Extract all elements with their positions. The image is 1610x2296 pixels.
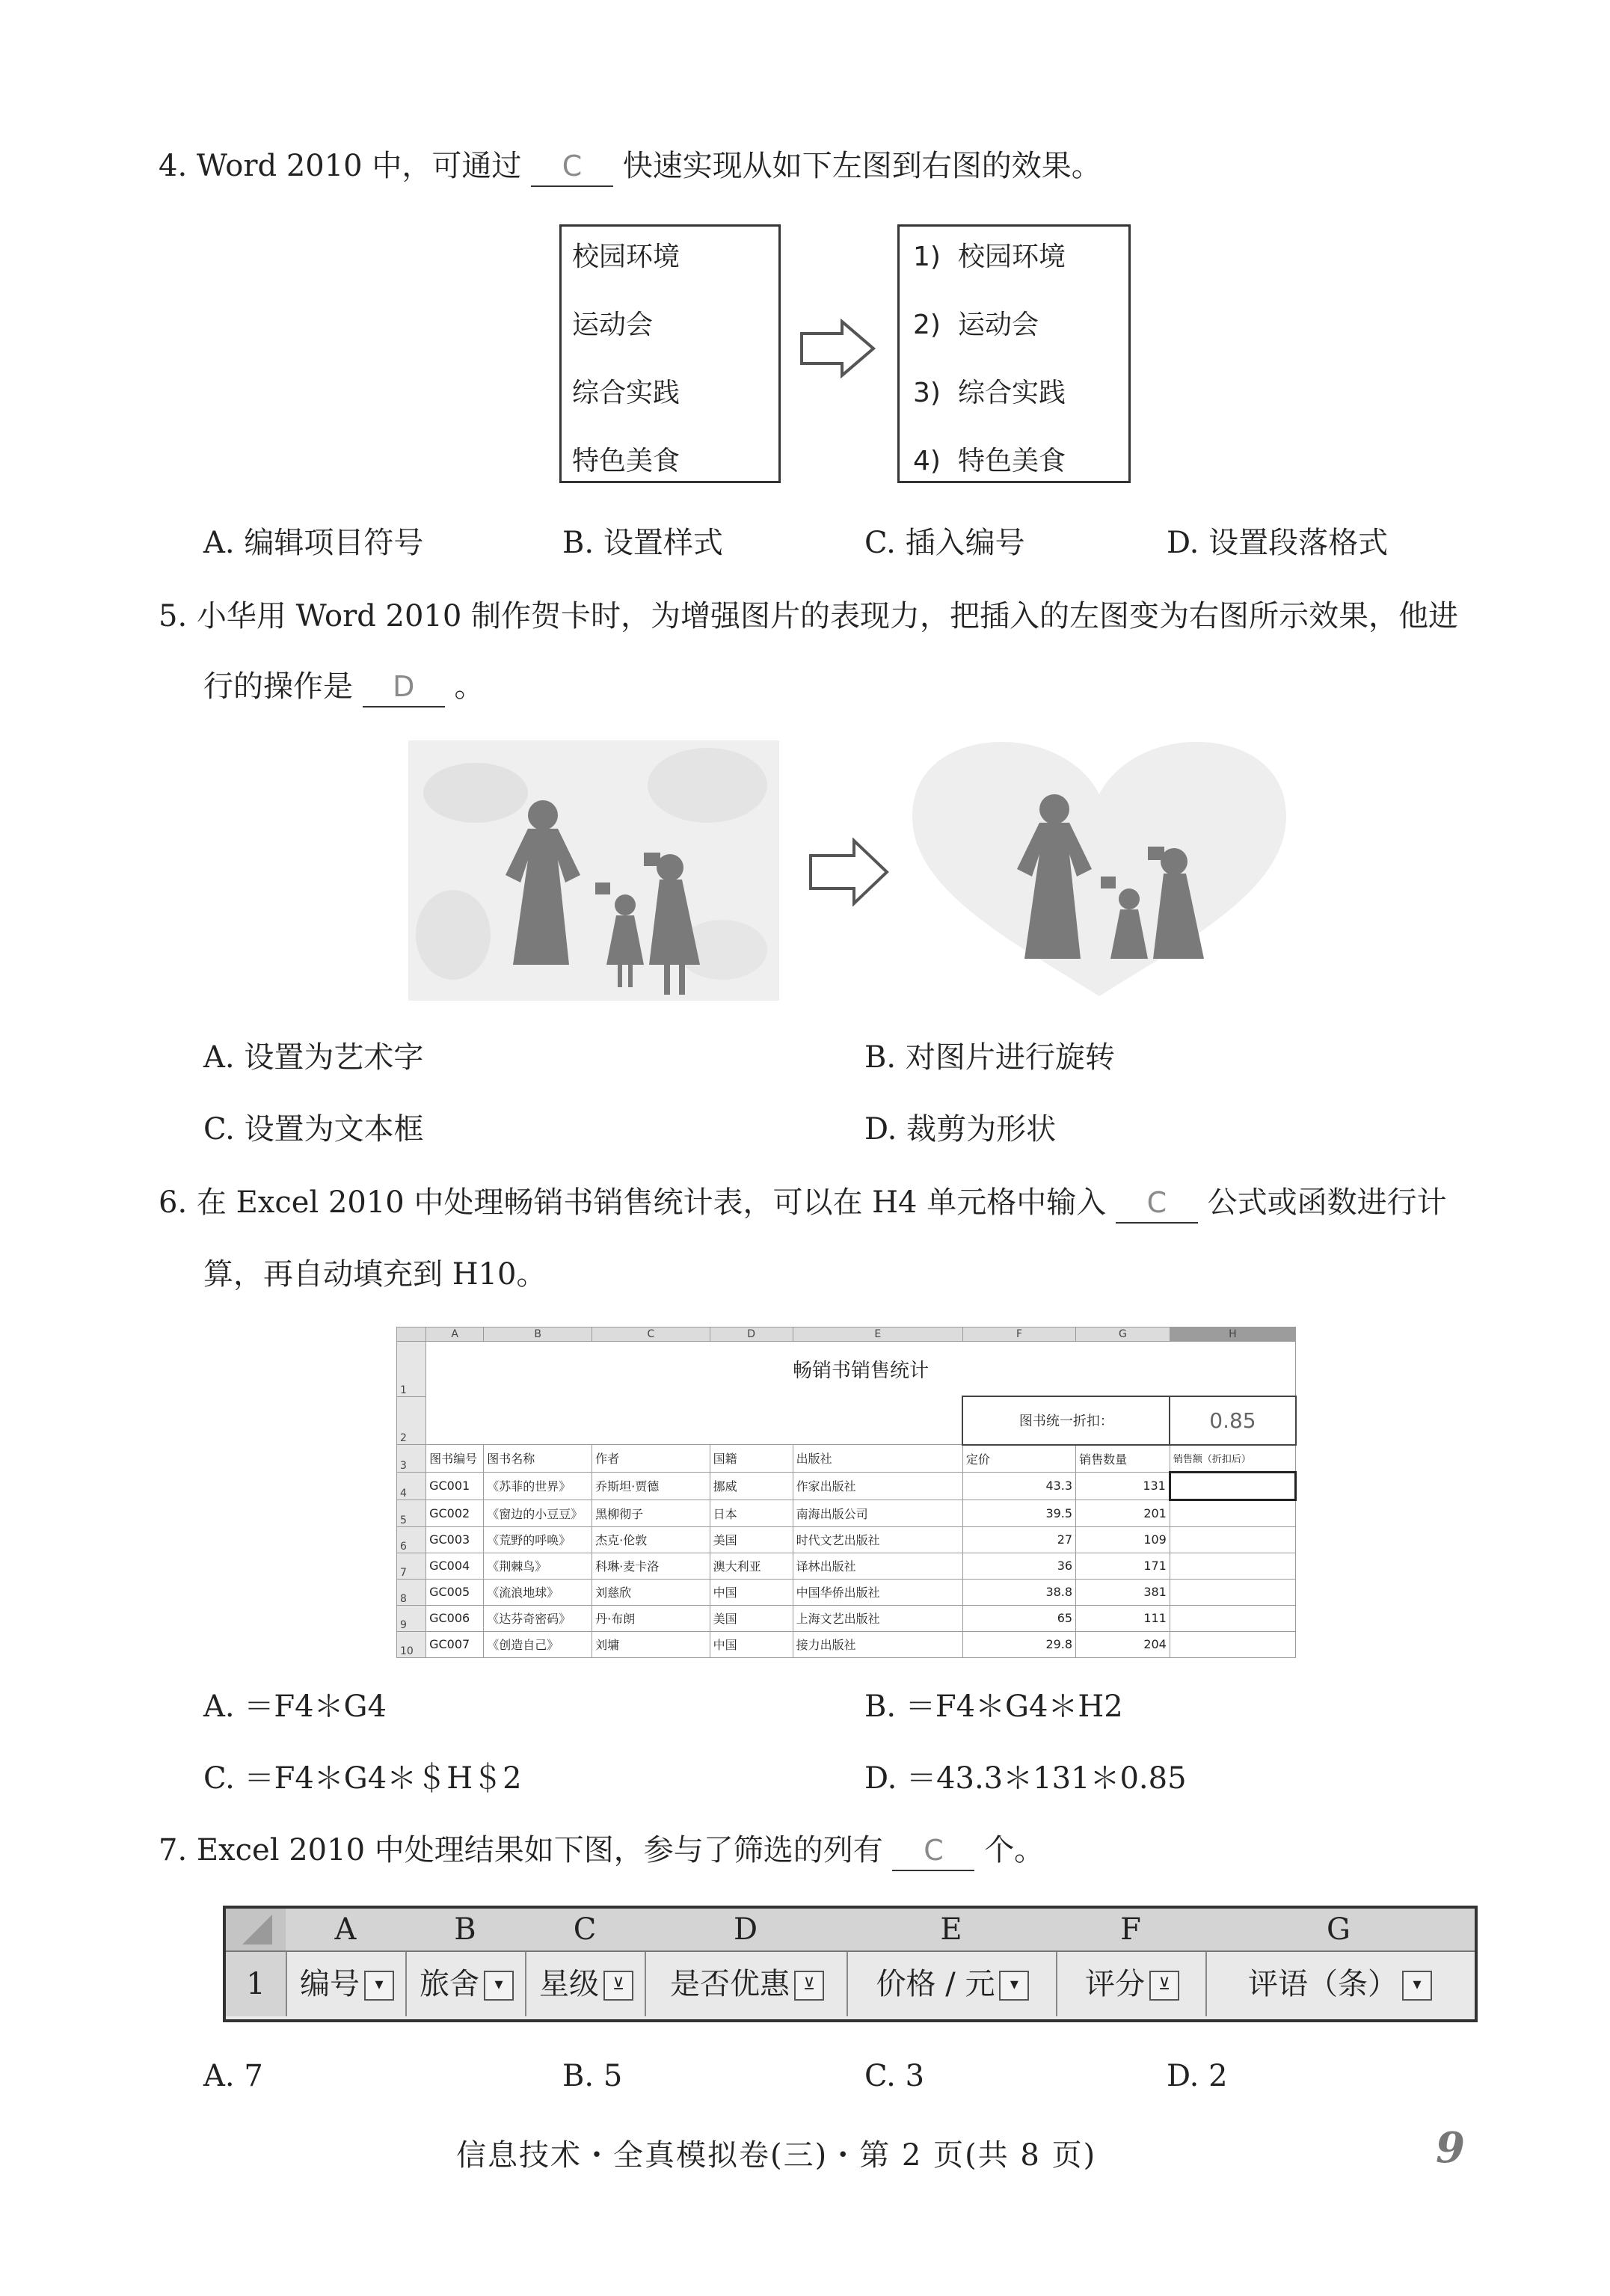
q6-stem-line1 xyxy=(159,1183,1447,1224)
q4-number: 4. xyxy=(159,149,188,183)
q4-option-c: C. 插入编号 xyxy=(864,526,1025,560)
q7-filter-cell xyxy=(1056,1952,1207,2016)
corner-cell xyxy=(397,1327,426,1342)
table-row xyxy=(397,1472,1296,1500)
page-number: 9 xyxy=(1436,2123,1465,2173)
cell xyxy=(1170,1526,1295,1553)
q7-filter-dropdown-icon[interactable]: ▾ xyxy=(999,1971,1029,2001)
cell: 《达芬奇密码》 xyxy=(484,1605,592,1631)
row-number: 5 xyxy=(397,1500,426,1526)
q6-line1-after: 公式或函数进行计 xyxy=(1207,1185,1447,1220)
cell: GC007 xyxy=(426,1631,484,1657)
cell: 日本 xyxy=(710,1500,793,1526)
q5-arrow-icon xyxy=(808,838,891,906)
q5-option-d: D. 裁剪为形状 xyxy=(864,1112,1057,1147)
cell: 杰克·伦敦 xyxy=(592,1526,710,1553)
q6-number: 6. xyxy=(159,1185,188,1220)
q4-left-box xyxy=(559,224,781,483)
q7-header-label: 编号 xyxy=(300,1967,360,2001)
cell: 中国 xyxy=(710,1631,793,1657)
q7-filter-active-icon[interactable]: ⊻ xyxy=(1149,1971,1179,2001)
q7-option-a: A. 7 xyxy=(203,2059,263,2093)
q4-left-item: 运动会 xyxy=(572,310,654,340)
cell: 109 xyxy=(1076,1526,1170,1553)
q7-col-letter: E xyxy=(940,1912,962,1947)
cell: 上海文艺出版社 xyxy=(793,1605,962,1631)
cell: 时代文艺出版社 xyxy=(793,1526,962,1553)
cell xyxy=(1170,1553,1295,1579)
cell: 刘墉 xyxy=(592,1631,710,1657)
cell: 《荆棘鸟》 xyxy=(484,1553,592,1579)
q6-option-b: B. ＝F4＊G4＊H2 xyxy=(864,1689,1123,1724)
cell: 29.8 xyxy=(962,1631,1075,1657)
q6-answer: C xyxy=(1116,1183,1198,1224)
q5-stem-line1 xyxy=(159,597,1458,636)
col-header: B xyxy=(484,1327,592,1342)
q7-filter-sheet xyxy=(223,1906,1478,2022)
col-header: F xyxy=(962,1327,1075,1342)
q7-filter-cell xyxy=(525,1952,646,2016)
cell xyxy=(1170,1631,1295,1657)
header-cell: 图书名称 xyxy=(484,1445,592,1473)
q5-line2-before: 行的操作是 xyxy=(203,669,353,704)
table-row xyxy=(397,1553,1296,1579)
cell xyxy=(1170,1579,1295,1605)
q4-left-item: 特色美食 xyxy=(572,446,680,476)
q6-option-d: D. ＝43.3＊131＊0.85 xyxy=(864,1761,1187,1796)
selected-cell-h4[interactable] xyxy=(1170,1472,1295,1500)
cell: 38.8 xyxy=(962,1579,1075,1605)
table-row xyxy=(397,1605,1296,1631)
col-header: D xyxy=(710,1327,793,1342)
cell: GC001 xyxy=(426,1472,484,1500)
header-cell: 销售额（折扣后） xyxy=(1170,1445,1295,1473)
discount-value: 0.85 xyxy=(1170,1396,1295,1445)
cell: GC002 xyxy=(426,1500,484,1526)
q7-col-letter: C xyxy=(573,1912,597,1947)
q7-filter-cell xyxy=(645,1952,848,2016)
q7-filter-cell xyxy=(1205,1952,1473,2016)
row-number: 1 xyxy=(397,1342,426,1397)
q5-option-b: B. 对图片进行旋转 xyxy=(864,1040,1115,1075)
q5-left-picture xyxy=(408,740,779,1001)
cell: 27 xyxy=(962,1526,1075,1553)
q7-filter-active-icon[interactable]: ⊻ xyxy=(794,1971,824,2001)
q6-spreadsheet xyxy=(396,1327,1297,1658)
q7-filter-cell xyxy=(847,1952,1057,2016)
cell: 作家出版社 xyxy=(793,1472,962,1500)
q6-option-c: C. ＝F4＊G4＊＄H＄2 xyxy=(203,1761,522,1796)
row-number: 4 xyxy=(397,1472,426,1500)
q7-header-label: 评语（条） xyxy=(1248,1967,1398,2001)
row-number: 7 xyxy=(397,1553,426,1579)
cell: 澳大利亚 xyxy=(710,1553,793,1579)
q7-filter-dropdown-icon[interactable]: ▾ xyxy=(484,1971,514,2001)
cell: 《窗边的小豆豆》 xyxy=(484,1500,592,1526)
q7-header-label: 是否优惠 xyxy=(670,1967,790,2001)
discount-label: 图书统一折扣： xyxy=(962,1396,1170,1445)
cell: 204 xyxy=(1076,1631,1170,1657)
q7-text-after: 个。 xyxy=(984,1833,1045,1867)
q7-answer: C xyxy=(892,1831,974,1871)
q5-answer: D xyxy=(363,667,445,707)
q7-header-label: 价格 / 元 xyxy=(876,1967,995,2001)
cell: 36 xyxy=(962,1553,1075,1579)
q7-col-letter: A xyxy=(334,1912,357,1947)
table-row xyxy=(397,1579,1296,1605)
col-header: A xyxy=(426,1327,484,1342)
cell: 美国 xyxy=(710,1605,793,1631)
cell: 《荒野的呼唤》 xyxy=(484,1526,592,1553)
q4-answer: C xyxy=(531,147,613,187)
q7-header-label: 旅舍 xyxy=(420,1967,479,2001)
q6-line1-before: 在 Excel 2010 中处理畅销书销售统计表，可以在 H4 单元格中输入 xyxy=(196,1185,1107,1220)
cell: 201 xyxy=(1076,1500,1170,1526)
q7-option-b: B. 5 xyxy=(562,2059,623,2093)
q7-col-letter: G xyxy=(1327,1912,1351,1947)
cell: 111 xyxy=(1076,1605,1170,1631)
cell: 南海出版公司 xyxy=(793,1500,962,1526)
cell: 39.5 xyxy=(962,1500,1075,1526)
cell: 171 xyxy=(1076,1553,1170,1579)
col-header: G xyxy=(1076,1327,1170,1342)
q4-left-item: 综合实践 xyxy=(572,378,680,408)
cell: 65 xyxy=(962,1605,1075,1631)
header-cell: 销售数量 xyxy=(1076,1445,1170,1473)
cell: 《苏菲的世界》 xyxy=(484,1472,592,1500)
row-number: 10 xyxy=(397,1631,426,1657)
cell: GC006 xyxy=(426,1605,484,1631)
q5-line2-after: 。 xyxy=(454,669,485,704)
row-number: 6 xyxy=(397,1526,426,1553)
q4-right-item: 4) 特色美食 xyxy=(913,446,1066,476)
q4-left-item: 校园环境 xyxy=(572,242,680,272)
q4-arrow-icon xyxy=(799,319,876,378)
header-cell: 图书编号 xyxy=(426,1445,484,1473)
cell: 译林出版社 xyxy=(793,1553,962,1579)
q5-option-c: C. 设置为文本框 xyxy=(203,1112,424,1147)
q7-column-header-row xyxy=(226,1909,1475,1952)
col-header: E xyxy=(793,1327,962,1342)
table-row xyxy=(397,1631,1296,1657)
q4-right-item: 3) 综合实践 xyxy=(913,378,1066,408)
footer-text: 信息技术・全真模拟卷(三)・第 2 页(共 8 页) xyxy=(456,2138,1097,2173)
cell: 接力出版社 xyxy=(793,1631,962,1657)
table-row xyxy=(397,1526,1296,1553)
q7-stem xyxy=(159,1831,1044,1871)
cell: 丹·布朗 xyxy=(592,1605,710,1631)
sheet-title: 畅销书销售统计 xyxy=(426,1342,1296,1397)
q7-header-label: 星级 xyxy=(539,1967,599,2001)
q7-filter-dropdown-icon[interactable]: ▾ xyxy=(364,1971,394,2001)
q7-filter-cell xyxy=(405,1952,526,2016)
row-number: 3 xyxy=(397,1445,426,1473)
q7-col-letter: B xyxy=(454,1912,476,1947)
q4-option-b: B. 设置样式 xyxy=(562,526,723,560)
row-number: 2 xyxy=(397,1396,426,1445)
cell: 挪威 xyxy=(710,1472,793,1500)
table-row xyxy=(397,1500,1296,1526)
q7-row-number: 1 xyxy=(226,1952,286,2016)
header-cell: 出版社 xyxy=(793,1445,962,1473)
q7-col-letter: F xyxy=(1120,1912,1141,1947)
q5-right-picture xyxy=(905,742,1294,996)
q7-text-before: Excel 2010 中处理结果如下图，参与了筛选的列有 xyxy=(196,1833,883,1867)
cell: 中国 xyxy=(710,1579,793,1605)
cell: 43.3 xyxy=(962,1472,1075,1500)
q7-option-c: C. 3 xyxy=(864,2059,925,2093)
q6-stem-line2: 算，再自动填充到 H10。 xyxy=(203,1257,547,1292)
q7-option-d: D. 2 xyxy=(1167,2059,1228,2093)
cell xyxy=(1170,1500,1295,1526)
cell: 381 xyxy=(1076,1579,1170,1605)
q4-right-item: 2) 运动会 xyxy=(913,310,1039,340)
q5-line1: 小华用 Word 2010 制作贺卡时，为增强图片的表现力，把插入的左图变为右图所示效果，他进 xyxy=(196,599,1459,633)
q6-option-a: A. ＝F4＊G4 xyxy=(203,1689,387,1724)
row-number: 8 xyxy=(397,1579,426,1605)
q7-filter-active-icon[interactable]: ⊻ xyxy=(603,1971,633,2001)
q5-number: 5. xyxy=(159,599,188,633)
row-number: 9 xyxy=(397,1605,426,1631)
cell: 乔斯坦·贾德 xyxy=(592,1472,710,1500)
cell: 《创造自己》 xyxy=(484,1631,592,1657)
cell: 《流浪地球》 xyxy=(484,1579,592,1605)
q4-text-after: 快速实现从如下左图到右图的效果。 xyxy=(622,149,1102,183)
q4-stem xyxy=(159,147,1102,187)
cell: GC003 xyxy=(426,1526,484,1553)
cell: 中国华侨出版社 xyxy=(793,1579,962,1605)
cell: 美国 xyxy=(710,1526,793,1553)
q7-col-letter: D xyxy=(733,1912,758,1947)
cell: 131 xyxy=(1076,1472,1170,1500)
q7-filter-cell xyxy=(286,1952,407,2016)
cell xyxy=(1170,1605,1295,1631)
q4-option-d: D. 设置段落格式 xyxy=(1167,526,1389,560)
header-cell: 定价 xyxy=(962,1445,1075,1473)
cell: 黑柳彻子 xyxy=(592,1500,710,1526)
cell: 刘慈欣 xyxy=(592,1579,710,1605)
q7-number: 7. xyxy=(159,1833,188,1867)
q4-option-a: A. 编辑项目符号 xyxy=(203,526,424,560)
q4-right-item: 1) 校园环境 xyxy=(913,242,1066,272)
q5-option-a: A. 设置为艺术字 xyxy=(203,1040,424,1075)
col-header: H xyxy=(1170,1327,1295,1342)
q7-header-label: 评分 xyxy=(1085,1967,1145,2001)
q7-select-all-corner[interactable] xyxy=(226,1909,286,1950)
q4-right-box xyxy=(897,224,1131,483)
q7-filter-dropdown-icon[interactable]: ▾ xyxy=(1402,1971,1432,2001)
header-cell: 国籍 xyxy=(710,1445,793,1473)
q4-text-before: Word 2010 中，可通过 xyxy=(196,149,522,183)
col-header: C xyxy=(592,1327,710,1342)
cell: 科琳·麦卡洛 xyxy=(592,1553,710,1579)
header-cell: 作者 xyxy=(592,1445,710,1473)
q5-stem-line2 xyxy=(203,667,484,707)
cell: GC004 xyxy=(426,1553,484,1579)
cell: GC005 xyxy=(426,1579,484,1605)
